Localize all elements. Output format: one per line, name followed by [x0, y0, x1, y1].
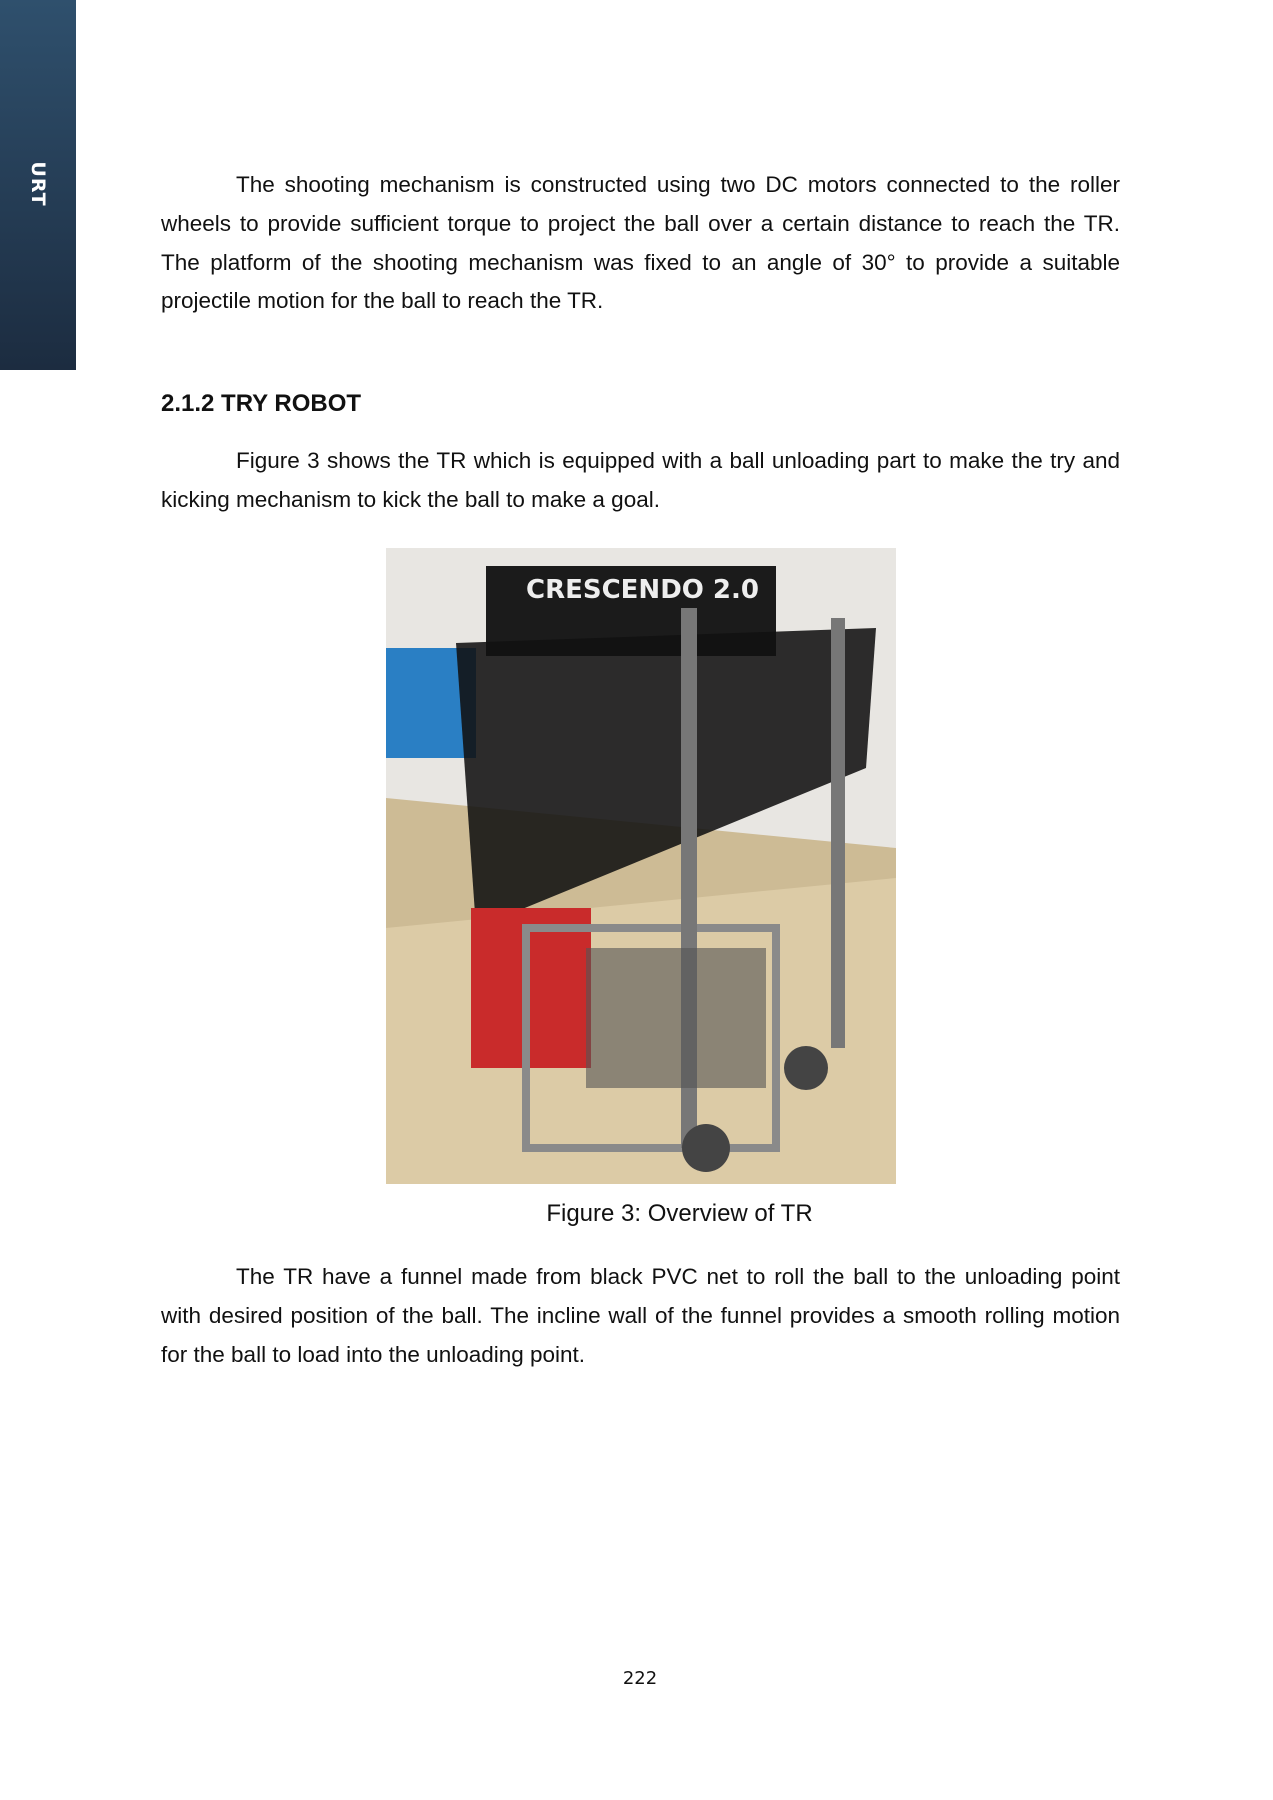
paragraph-figure-intro: Figure 3 shows the TR which is equipped with a ball unloading part to make the try and kicking mechanism to kick the ball to make a goal.: [161, 448, 1120, 512]
sidebar-label: URT: [27, 161, 49, 207]
section-heading: 2.1.2 TRY ROBOT: [161, 390, 362, 417]
page-number: 222: [622, 1668, 658, 1689]
sidebar-tab: [0, 0, 76, 370]
figure-caption: Figure 3: Overview of TR: [546, 1200, 813, 1227]
sign-text: CRESCENDO 2.0: [526, 575, 759, 605]
paragraph-shooting-mechanism: The shooting mechanism is constructed using two DC motors connected to the roller wheels to provide sufficient torque to project the ball over a certain distance to reach the TR. The platform of the shooting mechanism was fixed to an angle of 30° to provide a suitable projectile motion for the ball to reach the TR.: [161, 172, 1120, 314]
figure-3-photo: [386, 548, 896, 1184]
paragraph-funnel: The TR have a funnel made from black PVC net to roll the ball to the unloading point with desired position of the ball. The incline wall of the funnel provides a smooth rolling motion for the ball to load into the unloading point.: [161, 1264, 1120, 1367]
